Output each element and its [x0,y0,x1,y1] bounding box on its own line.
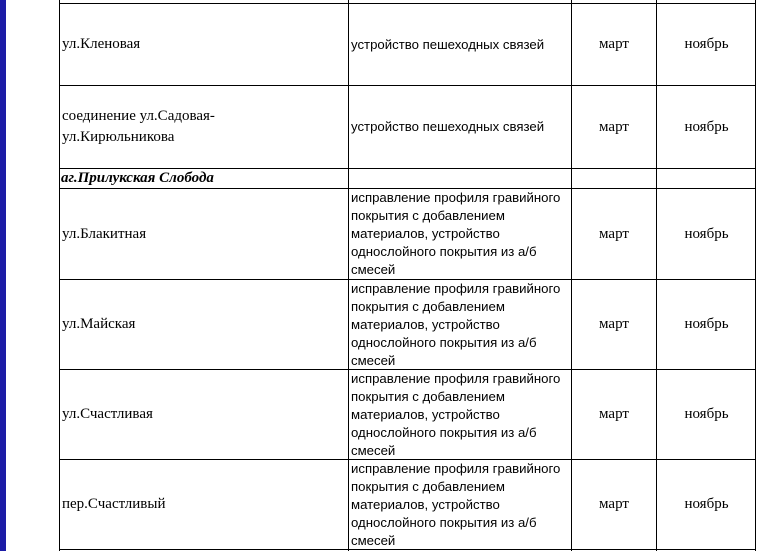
left-border-bar [0,0,6,551]
start-month-cell: март [599,36,629,52]
street-cell: пер.Счастливый [62,496,166,512]
work-cell: исправление профиля гравийного покрытия с добавлением материалов, устройство однослойного покрытия из а/б смесей [351,460,561,548]
table-border [59,0,60,551]
row-border [59,549,756,550]
work-cell: исправление профиля гравийного покрытия с добавлением материалов, устройство однослойного покрытия из а/б смесей [351,370,561,458]
work-cell: устройство пешеходных связей [351,36,545,52]
start-month-cell: март [599,225,629,242]
work-cell: устройство пешеходных связей [351,119,545,134]
end-month-cell: ноябрь [684,225,729,242]
section-heading: аг.Прилукская Слобода [61,170,214,186]
start-month-cell: март [599,406,629,422]
start-month-cell: март [599,496,629,512]
street-cell: ул.Блакитная [62,225,147,242]
street-cell: ул.Майская [62,316,136,332]
table-border [348,0,349,551]
street-cell: ул.Счастливая [62,406,153,422]
end-month-cell: ноябрь [684,36,729,52]
work-cell: исправление профиля гравийного покрытия с добавлением материалов, устройство однослойного покрытия из а/б смесей [351,280,561,368]
street-cell: ул.Кленовая [62,36,141,52]
start-month-cell: март [599,118,629,135]
end-month-cell: ноябрь [684,496,729,512]
end-month-cell: ноябрь [684,406,729,422]
work-cell: исправление профиля гравийного покрытия с добавлением материалов, устройство однослойного покрытия из а/б смесей [351,190,561,277]
street-cell: соединение ул.Садовая- ул.Кирюльникова [62,108,215,145]
start-month-cell: март [599,316,629,332]
end-month-cell: ноябрь [684,316,729,332]
end-month-cell: ноябрь [684,118,729,135]
